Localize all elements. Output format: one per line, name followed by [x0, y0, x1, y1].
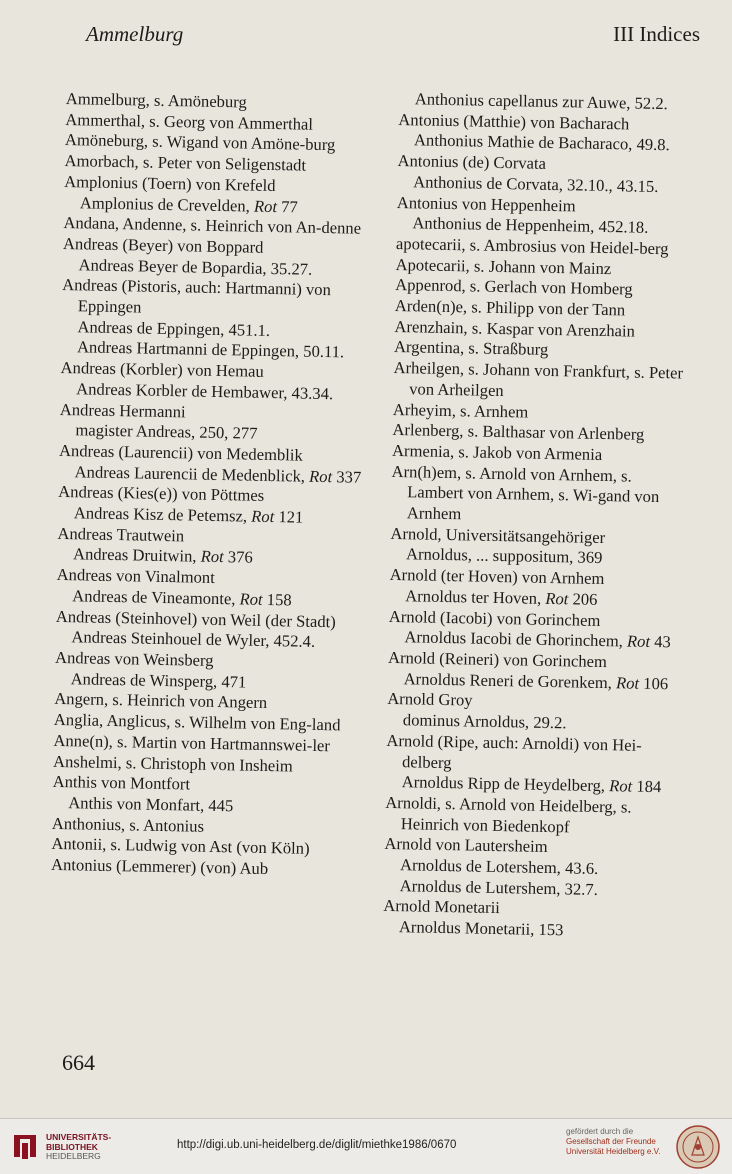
index-entry-text: Anne(n), s. Martin von Hartmannswei-ler [53, 730, 331, 755]
index-entry-text: apotecarii, s. Ambrosius von Heidel-berg [395, 233, 669, 259]
library-name [46, 1133, 111, 1162]
index-entry-text: Argentina, s. Straßburg [393, 337, 549, 360]
index-entry-text: Arnoldus Monetarii, 153 [398, 917, 564, 940]
index-entry-text: Appenrod, s. Gerlach von Homberg [395, 275, 633, 299]
index-entry-text: Andreas Korbler de Hembawer, 43.34. [76, 379, 334, 404]
rot-page-number: 206 [568, 589, 598, 609]
index-entry-text: Anthonius de Heppenheim, 452.18. [412, 213, 649, 238]
rot-page-number: 106 [638, 673, 669, 693]
index-entry-text: Anthonius, s. Antonius [51, 813, 205, 836]
sponsor-note [566, 1127, 660, 1157]
index-entry-text: Angern, s. Heinrich von Angern [54, 689, 268, 713]
index-entry-text: Andreas Kisz de Petemsz, [73, 503, 252, 526]
rot-page-number: 43 [649, 632, 671, 652]
rot-page-number: 158 [262, 589, 292, 610]
index-entry-text: Arnold, Universitätsangehöriger [390, 523, 606, 547]
index-entry-text: Andreas (Kies(e)) von Pöttmes [58, 482, 265, 506]
index-entry-text: Anthonius capellanus zur Auwe, 52.2. [414, 89, 668, 114]
index-entry-text: Arnold von Lautersheim [384, 834, 548, 857]
index-entry-text: Arnoldus Iacobi de Ghorinchem, [404, 627, 628, 651]
index-entry-text: dominus Arnoldus, 29.2. [402, 710, 567, 733]
index-entry-text: Apotecarii, s. Johann von Mainz [395, 254, 612, 278]
permalink-url[interactable]: http://digi.ub.uni-heidelberg.de/diglit/miethke1986/0670 [177, 1139, 457, 1151]
page-number: 664 [62, 1050, 95, 1075]
index-entry-text: Ammelburg, s. Amöneburg [65, 89, 247, 112]
index-entry-text: Arnoldus ter Hoven, [405, 586, 546, 608]
index-entry-text: Andreas (Pistoris, auch: Hartmanni) von Eppingen [62, 275, 332, 317]
rot-reference: Rot [251, 506, 275, 527]
index-entry-text: Arnold (Iacobi) von Gorinchem [388, 606, 601, 630]
index-column-right [383, 89, 699, 943]
index-entry-text: Andreas Druitwin, [72, 544, 201, 567]
library-name-line1: UNIVERSITÄTS- [46, 1132, 112, 1142]
rot-reference: Rot [615, 672, 640, 693]
index-entry-text: Anshelmi, s. Christoph von Insheim [52, 751, 293, 775]
sponsor-line3: Universität Heidelberg e.V. [566, 1147, 661, 1156]
index-entry-text: Arn(h)em, s. Arnold von Arnhem, s. Lambert von Arnhem, s. Wi-gand von Arnhem [391, 461, 660, 524]
index-entry-text: Andreas Hartmanni de Eppingen, 50.11. [76, 337, 345, 362]
index-entry-text: Andreas Hermanni [59, 399, 186, 421]
index-entry-text: Antonius (Lemmerer) (von) Aub [50, 854, 269, 879]
index-entry-text: Arnoldus Ripp de Heydelberg, [401, 772, 610, 796]
rot-page-number: 337 [332, 466, 362, 487]
index-entry-text: Arnold Groy [387, 689, 473, 710]
index-entry-text: Andreas Beyer de Bopardia, 35.27. [78, 254, 313, 279]
index-entry-text: Andreas von Vinalmont [56, 565, 216, 588]
index-entry-text: Arden(n)e, s. Philipp von der Tann [394, 295, 626, 320]
index-entry-text: Andreas (Beyer) von Boppard [62, 233, 264, 257]
running-head-left: Ammelburg [86, 22, 184, 46]
rot-reference: Rot [253, 196, 278, 216]
rot-page-number: 121 [274, 507, 304, 527]
index-entry-text: Andreas von Weinsberg [54, 647, 214, 670]
rot-reference: Rot [545, 588, 569, 609]
index-entry-text: Amöneburg, s. Wigand von Amöne-burg [64, 130, 336, 155]
rot-reference: Rot [239, 589, 263, 609]
rot-page-number: 184 [632, 776, 662, 797]
index-entry-text: Anthonius Mathie de Bacharaco, 49.8. [413, 130, 670, 155]
index-entry-text: Arnoldus de Lutershem, 32.7. [399, 875, 599, 899]
index-entry-text: Arnold Monetarii [383, 896, 501, 918]
university-seal-icon [676, 1125, 720, 1169]
index-entry-text: Antonii, s. Ludwig von Ast (von Köln) [51, 834, 310, 859]
index-entry-text: Anthis von Monfart, 445 [68, 793, 234, 816]
viewer-footer [0, 1118, 732, 1174]
library-name-line3: HEIDELBERG [46, 1151, 101, 1161]
index-entry-text: Armenia, s. Jakob von Armenia [391, 440, 603, 464]
index-entry-text: Ammerthal, s. Georg von Ammerthal [65, 109, 314, 134]
index-entry-text: Andreas (Steinhovel) von Weil (der Stadt) [55, 606, 336, 631]
running-head-right: III Indices [613, 22, 700, 46]
index-entry-text: Andreas Steinhouel de Wyler, 452.4. [71, 627, 316, 652]
index-entry-text: Anglia, Anglicus, s. Wilhelm von Eng-land [53, 709, 341, 735]
index-entry-text: Amorbach, s. Peter von Seligenstadt [64, 151, 307, 175]
index-entry-text: Andreas (Korbler) von Hemau [60, 358, 264, 381]
index-entry-text: Amplonius de Crevelden, [79, 192, 255, 216]
rot-page-number: 376 [223, 547, 253, 568]
index-entry-text: Antonius von Heppenheim [396, 192, 576, 215]
sponsor-line1: gefördert durch die [566, 1127, 634, 1136]
index-entry-text: Antonius (Matthie) von Bacharach [398, 109, 630, 134]
index-entry-text: Arnold (Reineri) von Gorinchem [387, 647, 608, 672]
index-entry [385, 793, 686, 840]
index-entry-text: Arheyim, s. Arnhem [392, 399, 529, 422]
index-entry-text: Arnoldus, ... suppositum, 369 [405, 544, 603, 568]
index-entry-text: Arnoldi, s. Arnold von Heidelberg, s. Heinrich von Biedenkopf [385, 792, 632, 837]
university-library-logo-icon [10, 1131, 40, 1163]
index-entry-text: Arnold (ter Hoven) von Arnhem [389, 565, 605, 589]
index-entry-text: Arlenberg, s. Balthasar von Arlenberg [392, 420, 645, 445]
index-entry-text: Andreas (Laurencii) von Medemblik [58, 440, 303, 465]
index-entry [386, 731, 687, 778]
rot-reference: Rot [200, 547, 224, 567]
index-entry-text: Andreas Trautwein [57, 523, 185, 546]
index-entry-text: Arenzhain, s. Kaspar von Arenzhain [394, 316, 636, 341]
rot-reference: Rot [626, 631, 651, 652]
index-entry-text: Arnold (Ripe, auch: Arnoldi) von Hei-delberg [386, 730, 642, 772]
index-entry [391, 462, 692, 530]
index-entry-text: Amplonius (Toern) von Krefeld [64, 171, 276, 195]
index-entry-text: Andreas de Winsperg, 471 [70, 668, 247, 692]
index-entry [393, 358, 694, 405]
index-entry-text: Andreas Laurencii de Medenblick, [74, 461, 310, 486]
sponsor-line2: Gesellschaft der Freunde [566, 1137, 656, 1146]
rot-reference: Rot [609, 776, 633, 796]
index-entry-text: Andreas de Eppingen, 451.1. [77, 316, 271, 340]
rot-page-number: 77 [276, 196, 298, 216]
index-entry-text: Arnoldus Reneri de Gorenkem, [403, 668, 617, 692]
index-entry-text: Antonius (de) Corvata [397, 151, 547, 173]
index-entry [62, 275, 375, 322]
index-entry-text: Arnoldus de Lotershem, 43.6. [399, 855, 599, 878]
index-column-left [51, 89, 378, 882]
index-entry-text: Andreas de Vineamonte, [72, 586, 240, 609]
index-entry-text: Arheilgen, s. Johann von Frankfurt, s. Peter von Arheilgen [393, 358, 684, 400]
rot-reference: Rot [308, 466, 333, 486]
index-entry-text: magister Andreas, 250, 277 [75, 420, 258, 443]
index-entry-text: Anthis von Montfort [52, 772, 191, 794]
index-entry-text: Anthonius de Corvata, 32.10., 43.15. [413, 172, 659, 196]
index-entry [383, 917, 683, 943]
index-entry-text: Andana, Andenne, s. Heinrich von An-denne [63, 213, 362, 238]
library-name-line2: BIBLIOTHEK [46, 1141, 98, 1152]
